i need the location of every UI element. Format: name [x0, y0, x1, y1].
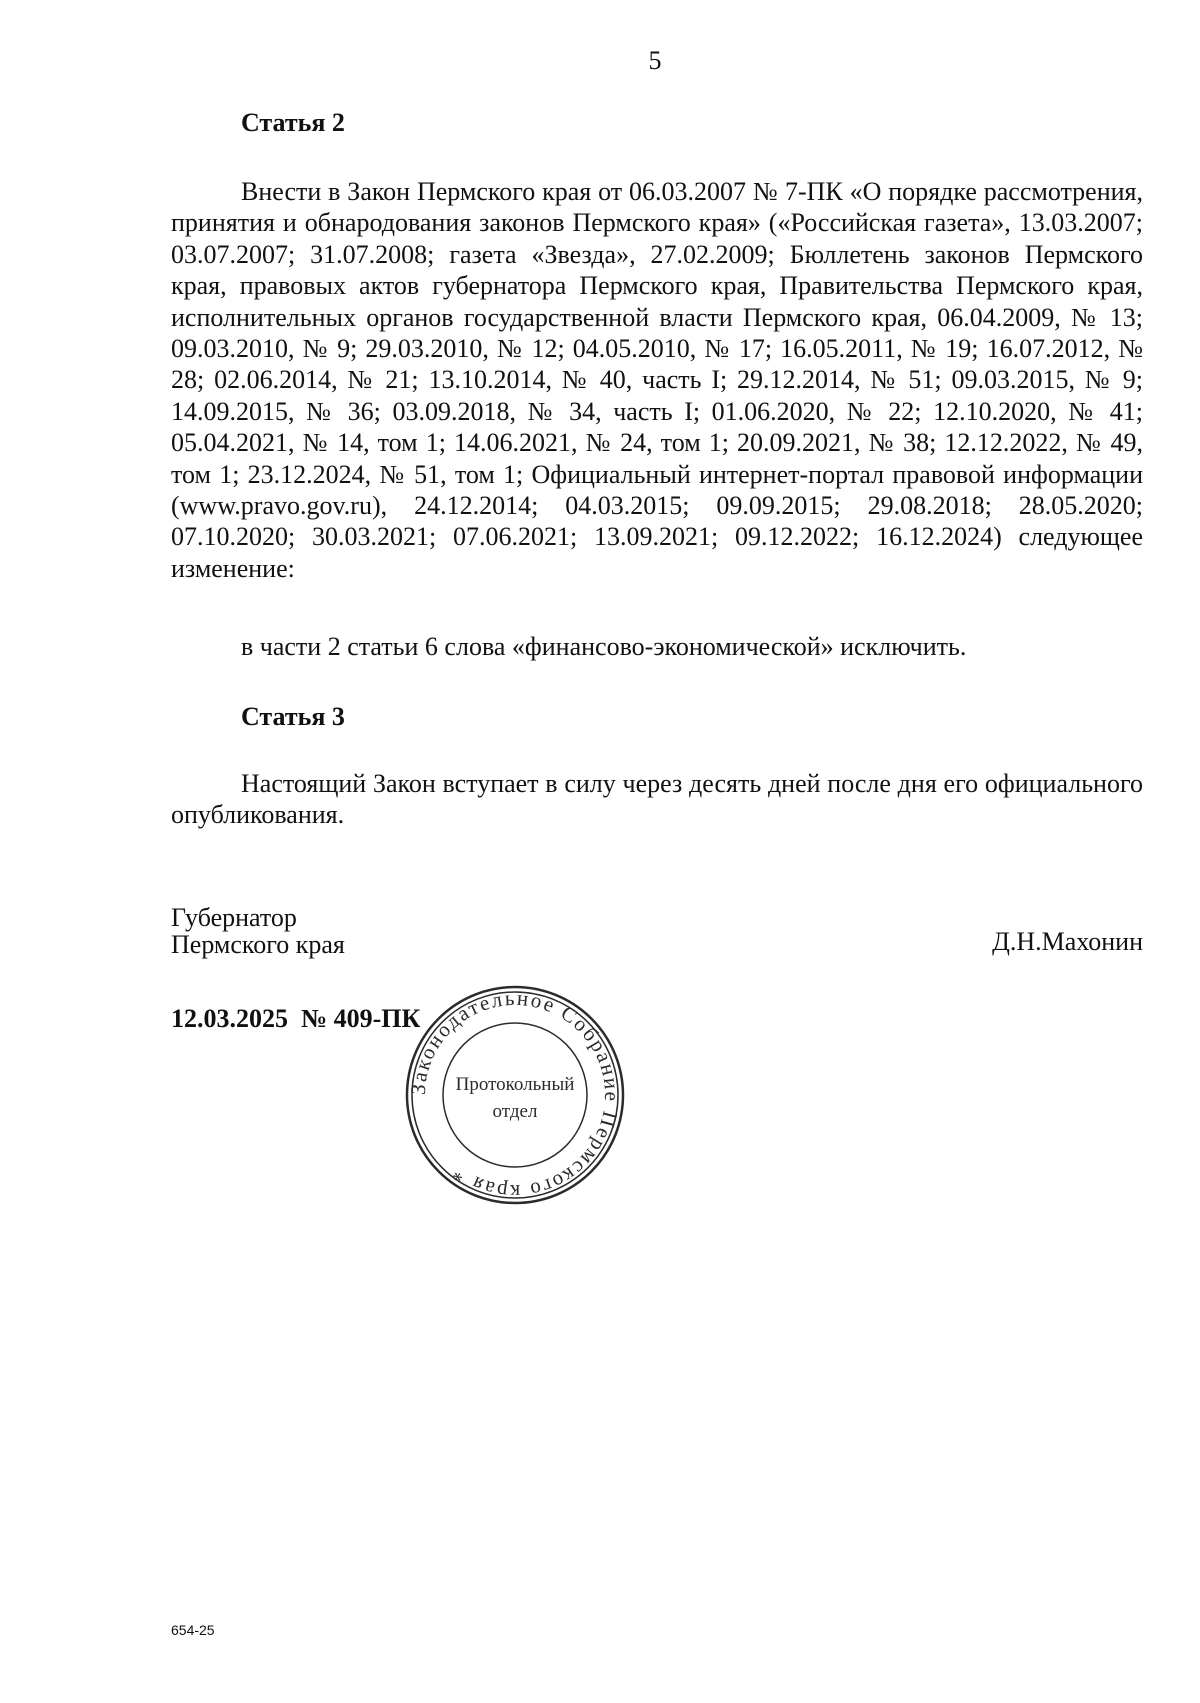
stamp-inner-ring: [443, 1023, 587, 1167]
article-2-paragraph: Внести в Закон Пермского края от 06.03.2007 № 7-ПК «О порядке рассмотрения, принятия и обнародования законов Пермского края» («Российская газета», 13.03.2007; 03.07.2007; 31.07.2008; газета «Звезда», 27.02.2009; Бюллетень законов Пермского края, правовых актов губернатора Пермского края, Правительства Пермского края, исполнительных органов государственной власти Пермского края, 06.04.2009, № 13; 09.03.2010, № 9; 29.03.2010, № 12; 04.05.2010, № 17; 16.05.2011, № 19; 16.07.2012, № 28; 02.06.2014, № 21; 13.10.2014, № 40, часть I; 29.12.2014, № 51; 09.03.2015, № 9; 14.09.2015, № 36; 03.09.2018, № 34, часть I; 01.06.2020, № 22; 12.10.2020, № 41; 05.04.2021, № 14, том 1; 14.06.2021, № 24, том 1; 20.09.2021, № 38; 12.12.2022, № 49, том 1; 23.12.2024, № 51, том 1; Официальный интернет-портал правовой информации (www.pravo.gov.ru), 24.12.2014; 04.03.2015; 09.09.2015; 29.08.2018; 28.05.2020; 07.10.2020; 30.03.2021; 07.06.2021; 13.09.2021; 09.12.2022; 16.12.2024) следующее изменение:: [171, 177, 1143, 583]
signer-name: Д.Н.Махонин: [992, 927, 1143, 956]
stamp-ring-text: Законодательное Собрание Пермского края *: [405, 985, 625, 1205]
signature-title-line-1: Губернатор: [171, 903, 297, 932]
official-stamp: [402, 982, 628, 1208]
stamp-center-line-1: Протокольный: [455, 1074, 575, 1095]
stamp-center-line-2: отдел: [492, 1101, 538, 1122]
document-code: 654-25: [171, 1622, 215, 1638]
article-2-heading: Статья 2: [241, 108, 345, 137]
article-3-heading: Статья 3: [241, 702, 345, 731]
article-3-paragraph: Настоящий Закон вступает в силу через десять дней после дня его официального опубликования.: [171, 769, 1143, 830]
page-number: 5: [648, 46, 662, 75]
law-number: 12.03.2025 № 409-ПК: [171, 1004, 421, 1033]
signature-title-line-2: Пермского края: [171, 930, 345, 959]
signature-title: [171, 904, 345, 958]
article-2-amendment: в части 2 статьи 6 слова «финансово-экономической» исключить.: [241, 632, 967, 661]
